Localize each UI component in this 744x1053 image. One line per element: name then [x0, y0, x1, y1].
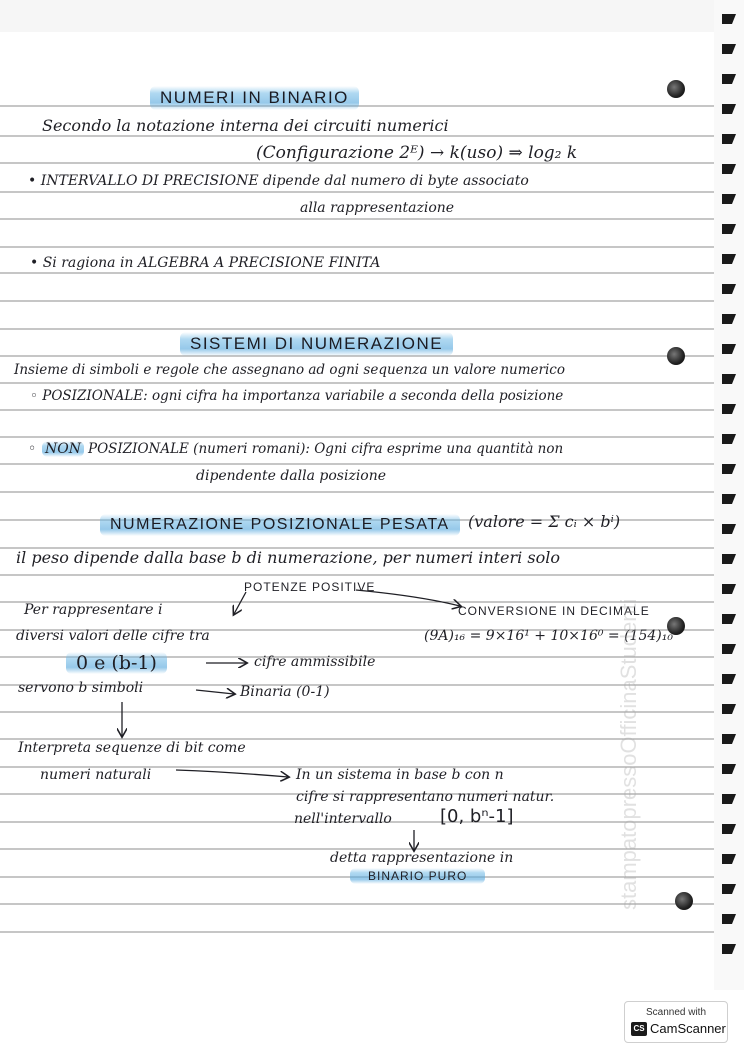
- detta-line: detta rappresentazione in: [330, 850, 514, 866]
- potenze-label: POTENZE POSITIVE: [244, 580, 376, 594]
- diversi-valori: diversi valori delle cifre tra: [16, 628, 210, 644]
- bullet-posizionale: ◦ POSIZIONALE: ogni cifra ha importanza variabile a seconda della posizione: [30, 388, 564, 404]
- bullet-intervallo-cont: alla rappresentazione: [300, 200, 455, 216]
- numeri-naturali: numeri naturali: [40, 767, 152, 783]
- bullet-non-marker: ◦: [28, 441, 37, 457]
- arrow-potenze-conversione: [356, 590, 460, 606]
- range-highlight: 0 e (b-1): [66, 652, 167, 674]
- peso-line: il peso dipende dalla base b di numerazione, per numeri interi solo: [16, 548, 560, 567]
- arrow-binaria: [196, 690, 234, 694]
- conversione-label: CONVERSIONE IN DECIMALE: [458, 604, 650, 618]
- camscanner-logo-icon: CS: [631, 1022, 647, 1036]
- scanned-with-label: Scanned with: [645, 1007, 707, 1018]
- intervallo-line: nell'intervallo: [294, 811, 392, 827]
- cifre-ammissibile: cifre ammissibile: [254, 654, 376, 670]
- arrow-naturali: [176, 770, 288, 777]
- non-highlight: NON: [42, 441, 84, 457]
- camscanner-name: CamScanner: [650, 1021, 726, 1036]
- conversione-formula: (9A)₁₆ = 9×16¹ + 10×16⁰ = (154)₁₀: [424, 628, 673, 644]
- section-title: NUMERAZIONE POSIZIONALE PESATA: [100, 514, 460, 536]
- cifre-line: cifre si rappresentano numeri natur.: [296, 789, 555, 805]
- bullet-intervallo: • INTERVALLO DI PRECISIONE dipende dal numero di byte associato: [28, 173, 529, 189]
- camscanner-badge: [624, 1001, 728, 1043]
- intervallo-value: [0, bⁿ-1]: [440, 806, 514, 827]
- bullet-non-posizionale: POSIZIONALE (numeri romani): Ogni cifra esprime una quantità non: [88, 441, 564, 457]
- servono-b-simboli: servono b simboli: [18, 680, 144, 696]
- note-line: Secondo la notazione interna dei circuiti numerici: [42, 116, 449, 135]
- per-rappresentare: Per rappresentare i: [24, 602, 163, 618]
- arrow-potenze-down: [234, 592, 246, 614]
- interpreta-line: Interpreta sequenze di bit come: [18, 740, 246, 756]
- valore-formula: (valore = Σ cᵢ × bⁱ): [468, 512, 621, 531]
- bullet-non-posizionale-cont: dipendente dalla posizione: [196, 468, 387, 484]
- binaria-label: Binaria (0-1): [240, 684, 330, 700]
- watermark-text: stampatopressoOfficinaStudenti: [616, 598, 641, 910]
- spiral-binding: [714, 0, 744, 990]
- binario-puro: BINARIO PURO: [350, 868, 485, 884]
- page-title: NUMERI IN BINARIO: [150, 86, 359, 110]
- spiral-rings: [714, 0, 744, 990]
- definition-line: Insieme di simboli e regole che assegnano ad ogni sequenza un valore numerico: [14, 362, 565, 378]
- bullet-algebra: • Si ragiona in ALGEBRA A PRECISIONE FINITA: [30, 255, 381, 271]
- sistema-line: In un sistema in base b con n: [296, 767, 504, 783]
- section-title: SISTEMI DI NUMERAZIONE: [180, 332, 453, 356]
- config-formula: (Configurazione 2ᴱ) → k(uso) ⇒ log₂ k: [256, 143, 578, 163]
